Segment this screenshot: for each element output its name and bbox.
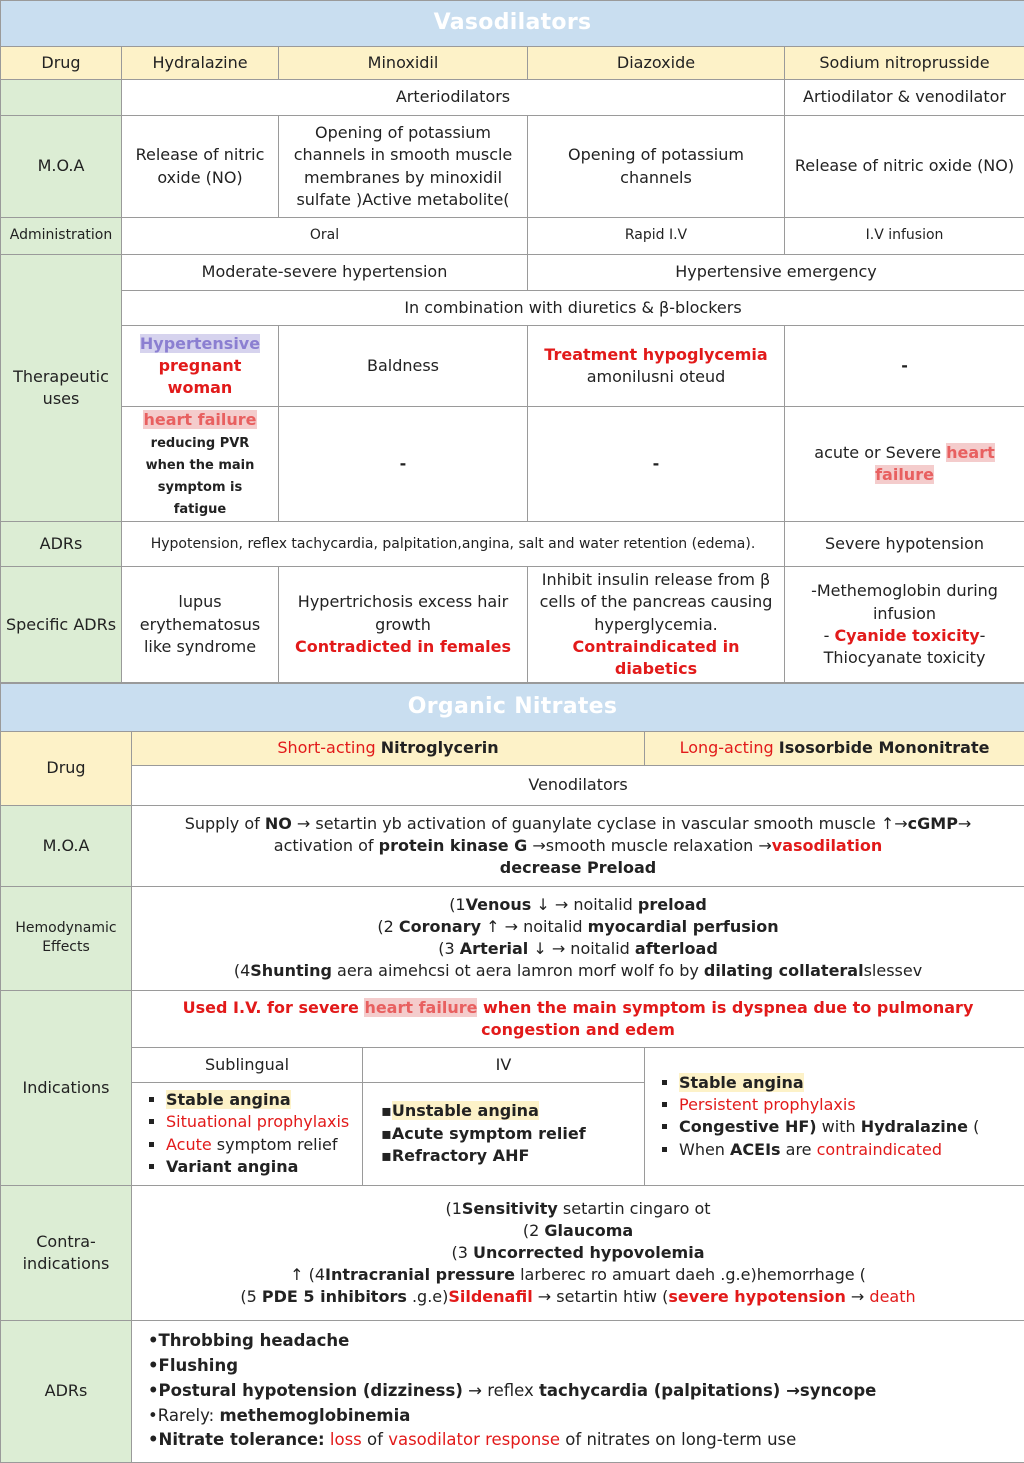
list-item xyxy=(679,1072,1020,1094)
adrs-label: ADRs xyxy=(1,522,122,567)
hemo-shunting: Shunting xyxy=(250,961,332,980)
iv-acute-relief: Acute symptom relief xyxy=(392,1124,586,1143)
c3a: (3 xyxy=(452,1243,474,1262)
adr-tachycardia: tachycardia (palpitations) xyxy=(539,1381,780,1400)
sl-variant: Variant angina xyxy=(166,1157,298,1176)
vasodilators-table xyxy=(0,0,1024,683)
hemo-4e: slessev xyxy=(864,961,923,980)
c2a: (2 xyxy=(523,1221,545,1240)
adr-reflex: → reflex xyxy=(463,1381,539,1400)
moa-label: M.O.A xyxy=(1,116,122,218)
combination-cell: In combination with diuretics & β-blockers xyxy=(122,291,1024,326)
diazoxide-moa: Opening of potassium channels xyxy=(528,116,785,218)
drug-header: Drug xyxy=(1,47,122,80)
contra-death: death xyxy=(869,1287,915,1306)
adr-loss: loss xyxy=(325,1430,362,1449)
adr-syncope: →syncope xyxy=(780,1381,876,1400)
cyanide-toxicity-text: Cyanide toxicity xyxy=(834,626,979,645)
c5e: → setartin htiw ( xyxy=(533,1287,669,1306)
lg-prophylaxis: Persistent prophylaxis xyxy=(679,1095,856,1114)
iv-unstable-angina: Unstable angina xyxy=(392,1101,539,1120)
oral-administration: Oral xyxy=(122,218,528,255)
hf-line-3: when the main xyxy=(146,458,255,473)
lg-with: with xyxy=(817,1117,861,1136)
sublingual-indications xyxy=(132,1082,363,1185)
methemoglobin-text: -Methemoglobin during infusion xyxy=(811,581,998,622)
nitroprusside-adrs-cell: Severe hypotension xyxy=(785,522,1024,567)
woman-text: woman xyxy=(168,378,233,397)
minoxidil-header: Minoxidil xyxy=(279,47,528,80)
hemo-venous: Venous xyxy=(466,895,532,914)
nitroprusside-header: Sodium nitroprusside xyxy=(785,47,1024,80)
list-item xyxy=(166,1111,358,1133)
hf-line-5: fatigue xyxy=(174,502,226,517)
moa-text-6: activation of xyxy=(274,836,379,855)
nitrates-adrs-cell xyxy=(132,1320,1024,1462)
hf-line-4: symptom is xyxy=(158,480,242,495)
adr-tolerance: •Nitrate tolerance: xyxy=(148,1430,325,1449)
lg-when: When xyxy=(679,1140,730,1159)
iv-refractory: Refractory AHF xyxy=(392,1146,530,1165)
list-item: ▪Unstable angina xyxy=(381,1100,640,1122)
nitrates-moa-label: M.O.A xyxy=(1,805,132,886)
isosorbide-header xyxy=(645,731,1024,765)
iv-indications xyxy=(363,1082,645,1185)
c4c: larberec ro amuart daeh .g.e)hemorrhage ( xyxy=(515,1265,866,1284)
nitroprusside-heart-failure-use xyxy=(785,407,1024,522)
sublingual-header: Sublingual xyxy=(132,1047,363,1082)
iv-use-text: Used I.V. for severe xyxy=(183,998,365,1017)
long-acting-text: Long-acting xyxy=(680,738,779,757)
contra-pde5: PDE 5 inhibitors xyxy=(262,1287,407,1306)
list-item: ▪Acute symptom relief xyxy=(381,1123,640,1145)
adr-flushing: •Flushing xyxy=(148,1356,238,1375)
adr-long-term: of nitrates on long-term use xyxy=(560,1430,796,1449)
lg-are: are xyxy=(781,1140,817,1159)
nitroprusside-dash-1: - xyxy=(785,326,1024,407)
hemo-1a: (1 xyxy=(449,895,465,914)
lg-aceis: ACEIs xyxy=(730,1140,781,1159)
hypertensive-emergency-cell: Hypertensive emergency xyxy=(528,255,1024,291)
c5a: (5 xyxy=(240,1287,262,1306)
moa-text-3: → setartin yb activation of guanylate cyclase in vascular smooth muscle ↑→ xyxy=(292,814,908,833)
contra-icp: Intracranial pressure xyxy=(325,1265,515,1284)
minoxidil-specific-adr xyxy=(279,567,528,682)
arteriodilators-cell: Arteriodilators xyxy=(122,80,785,116)
adr-postural: •Postural hypotension (dizziness) xyxy=(148,1381,463,1400)
hydralazine-heart-failure-use xyxy=(122,407,279,522)
hypoglycemia-text: Treatment hypoglycemia xyxy=(544,345,767,364)
hemo-arterial: Arterial xyxy=(460,939,528,958)
minoxidil-moa: Opening of potassium channels in smooth muscle membranes by minoxidil sulfate )Active metabolite( xyxy=(279,116,528,218)
heart-highlight: heart xyxy=(946,443,995,462)
hemodynamic-label: Hemodynamic Effects xyxy=(1,886,132,990)
pregnant-text: pregnant xyxy=(159,356,242,375)
thiocyanate-text: Thiocyanate toxicity xyxy=(824,648,986,667)
contra-severe-hypotension: severe hypotension xyxy=(668,1287,846,1306)
sl-prophylaxis: Situational prophylaxis xyxy=(166,1112,349,1131)
iv-heart-failure-highlight: heart failure xyxy=(364,998,477,1017)
venodilators-cell: Venodilators xyxy=(132,765,1024,805)
diazoxide-administration: Rapid I.V xyxy=(528,218,785,255)
adr-response: vasodilator response xyxy=(388,1430,560,1449)
hydralazine-specific-adr: lupus erythematosus like syndrome xyxy=(122,567,279,682)
hemo-2a: (2 xyxy=(377,917,399,936)
minoxidil-dash: - xyxy=(279,407,528,522)
diazoxide-dash: - xyxy=(528,407,785,522)
nitroprusside-specific-adr xyxy=(785,567,1024,682)
hemo-4c: aera aimehcsi ot aera lamron morf wolf fo by xyxy=(332,961,704,980)
hemodynamic-cell xyxy=(132,886,1024,990)
moa-arrow: → xyxy=(958,814,971,833)
nitrates-title: Organic Nitrates xyxy=(1,683,1024,731)
hydralazine-header: Hydralazine xyxy=(122,47,279,80)
acute-severe-text: acute or Severe xyxy=(814,443,946,462)
lg-chf: Congestive HF) xyxy=(679,1117,817,1136)
adr-headache: •Throbbing headache xyxy=(148,1331,349,1350)
list-item xyxy=(166,1134,358,1156)
hemo-3c: ↓ → noitalid xyxy=(528,939,635,958)
lg-contraindicated: contraindicated xyxy=(817,1140,942,1159)
hemo-preload: preload xyxy=(638,895,707,914)
moderate-hypertension-cell: Moderate-severe hypertension xyxy=(122,255,528,291)
sl-stable-angina: Stable angina xyxy=(166,1090,291,1109)
moa-cgmp-text: cGMP xyxy=(908,814,958,833)
type-label xyxy=(1,80,122,116)
nitroprusside-moa: Release of nitric oxide (NO) xyxy=(785,116,1024,218)
hydralazine-moa: Release of nitric oxide (NO) xyxy=(122,116,279,218)
list-item: ▪Refractory AHF xyxy=(381,1145,640,1167)
hemo-2c: ↑ → noitalid xyxy=(481,917,588,936)
contra-sensitivity: Sensitivity xyxy=(462,1199,558,1218)
moa-preload-text: decrease Preload xyxy=(500,858,656,877)
nitroglycerin-text: Nitroglycerin xyxy=(381,738,499,757)
iv-list xyxy=(367,1100,640,1167)
lg-paren: ( xyxy=(968,1117,979,1136)
insulinoma-text: amonilusni oteud xyxy=(587,367,726,386)
nitrates-drug-label: Drug xyxy=(1,731,132,805)
dash-prefix: - xyxy=(824,626,835,645)
sublingual-list xyxy=(136,1089,358,1179)
contra-glaucoma: Glaucoma xyxy=(544,1221,633,1240)
diazoxide-specific-adr xyxy=(528,567,785,682)
administration-label: Administration xyxy=(1,218,122,255)
hemo-collateral: dilating collateral xyxy=(704,961,864,980)
adr-of: of xyxy=(362,1430,388,1449)
list-item xyxy=(679,1116,1020,1138)
hypertrichosis-text: Hypertrichosis excess hair growth xyxy=(298,592,508,633)
minoxidil-baldness-use: Baldness xyxy=(279,326,528,407)
list-item xyxy=(679,1139,1020,1161)
hemo-coronary: Coronary xyxy=(399,917,481,936)
specific-adrs-label: Specific ADRs xyxy=(1,567,122,682)
insulin-inhibition-text: Inhibit insulin release from β cells of the pancreas causing hyperglycemia. xyxy=(540,570,773,633)
contraindicated-diabetics-text: Contraindicated in diabetics xyxy=(573,637,740,678)
short-acting-text: Short-acting xyxy=(277,738,380,757)
c4a: ↑ (4 xyxy=(290,1265,325,1284)
list-item xyxy=(166,1156,358,1178)
contra-hypovolemia: Uncorrected hypovolemia xyxy=(473,1243,704,1262)
sl-relief: symptom relief xyxy=(212,1135,338,1154)
common-adrs-cell: Hypotension, reflex tachycardia, palpitation,angina, salt and water retention (edema). xyxy=(122,522,785,567)
hypertensive-highlight: Hypertensive xyxy=(140,334,260,353)
adr-methemoglobinemia: methemoglobinemia xyxy=(219,1406,410,1425)
c5g: → xyxy=(846,1287,870,1306)
moa-pkg-text: protein kinase G xyxy=(379,836,528,855)
nitroprusside-administration: I.V infusion xyxy=(785,218,1024,255)
nitroglycerin-header xyxy=(132,731,645,765)
indications-label: Indications xyxy=(1,990,132,1185)
hemo-afterload: afterload xyxy=(635,939,718,958)
hemo-1c: ↓ → noitalid xyxy=(531,895,638,914)
contra-sildenafil: Sildenafil xyxy=(448,1287,532,1306)
contraindications-label: Contra-indications xyxy=(1,1185,132,1320)
moa-vasodilation-text: vasodilation xyxy=(772,836,882,855)
sl-acute: Acute xyxy=(166,1135,212,1154)
c1a: (1 xyxy=(445,1199,461,1218)
nitrates-adrs-label: ADRs xyxy=(1,1320,132,1462)
lg-stable-angina: Stable angina xyxy=(679,1073,804,1092)
hemo-4a: (4 xyxy=(234,961,250,980)
hemo-3a: (3 xyxy=(438,939,460,958)
iv-heart-failure-cell xyxy=(132,990,1024,1047)
contradicted-females-text: Contradicted in females xyxy=(295,637,511,656)
failure-highlight: failure xyxy=(875,465,934,484)
c1c: setartin cingarο ot xyxy=(558,1199,711,1218)
c5c: .g.e) xyxy=(407,1287,449,1306)
therapeutic-uses-label: Therapeutic uses xyxy=(1,255,122,522)
iv-header: IV xyxy=(363,1047,645,1082)
vasodilators-title: Vasodilators xyxy=(1,1,1024,47)
hf-line-2: reducing PVR xyxy=(151,436,250,451)
adr-rarely: •Rarely: xyxy=(148,1406,219,1425)
iv-dyspnea-text: when the main symptom is dyspnea due to pulmonary congestion and edem xyxy=(477,998,973,1039)
hemo-perfusion: myocardial perfusion xyxy=(588,917,779,936)
diazoxide-header: Diazoxide xyxy=(528,47,785,80)
dash-suffix: - xyxy=(980,626,986,645)
list-item xyxy=(166,1089,358,1111)
hydralazine-pregnancy-use xyxy=(122,326,279,407)
lg-hydralazine: Hydralazine xyxy=(861,1117,968,1136)
moa-text-8: →smooth muscle relaxation → xyxy=(527,836,771,855)
organic-nitrates-table xyxy=(0,683,1024,1463)
diazoxide-hypoglycemia-use xyxy=(528,326,785,407)
list-item xyxy=(679,1094,1020,1116)
long-acting-indications xyxy=(645,1047,1024,1185)
heart-failure-highlight: heart failure xyxy=(143,410,256,429)
moa-no-text: NO xyxy=(265,814,292,833)
artio-venodilator-cell: Artiodilator & venodilator xyxy=(785,80,1024,116)
long-acting-list xyxy=(649,1072,1020,1162)
contraindications-cell xyxy=(132,1185,1024,1320)
moa-text-1: Supply of xyxy=(185,814,265,833)
isosorbide-text: Isosorbide Mononitrate xyxy=(779,738,990,757)
nitrates-moa-cell xyxy=(132,805,1024,886)
